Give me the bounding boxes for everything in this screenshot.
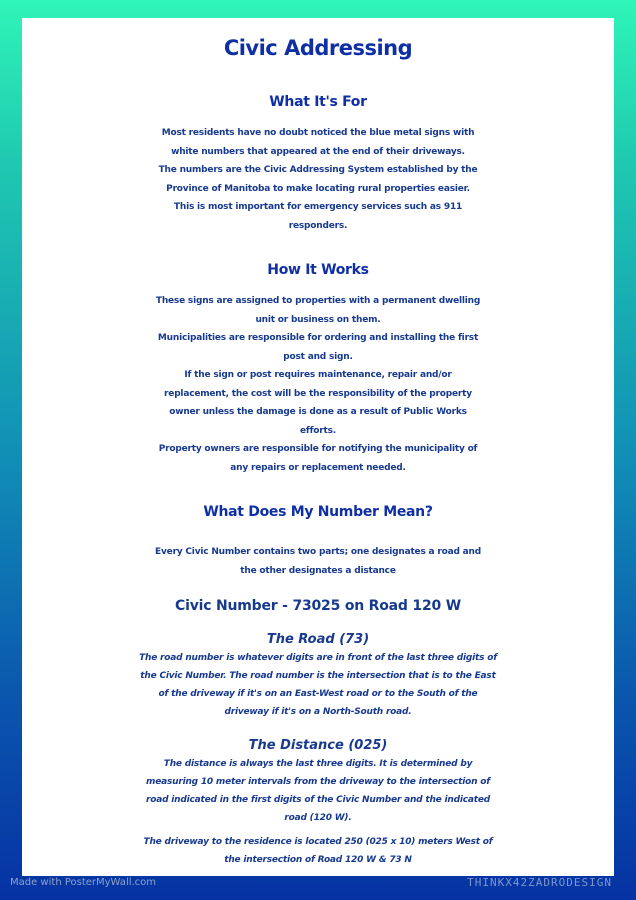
text-line: Most residents have no doubt noticed the blue metal signs with bbox=[161, 128, 475, 138]
text-line: The numbers are the Civic Addressing System established by the bbox=[158, 165, 478, 175]
how-it-works-paragraph bbox=[22, 292, 614, 477]
text-line: unit or business on them. bbox=[255, 314, 381, 325]
what-its-for-paragraph bbox=[22, 124, 614, 235]
intro-paragraph bbox=[22, 543, 614, 580]
road-paragraph bbox=[22, 649, 614, 721]
conclusion-paragraph bbox=[22, 833, 614, 869]
heading-how-it-works: How It Works bbox=[267, 262, 369, 278]
heading-what-its-for: What It's For bbox=[269, 94, 367, 110]
text-line: replacement, the cost will be the responsibility of the property bbox=[164, 388, 472, 399]
text-line: Every Civic Number contains two parts; one designates a road and bbox=[155, 547, 481, 557]
text-line: the other designates a distance bbox=[240, 565, 396, 576]
text-line: Province of Manitoba to make locating rural properties easier. bbox=[166, 183, 470, 194]
text-line: These signs are assigned to properties with a permanent dwelling bbox=[155, 296, 481, 306]
heading-what-does-my-number-mean: What Does My Number Mean? bbox=[203, 504, 433, 520]
text-line: road (120 W). bbox=[284, 813, 352, 823]
text-line: The distance is always the last three digits. It is determined by bbox=[163, 759, 473, 769]
poster-card bbox=[22, 18, 614, 876]
made-with-watermark[interactable]: Made with PosterMyWall.com bbox=[10, 877, 157, 888]
road-subheading: The Road (73) bbox=[266, 632, 370, 647]
text-line: the Civic Number. The road number is the intersection that is to the East bbox=[140, 671, 496, 681]
text-line: Property owners are responsible for notifying the municipality of bbox=[158, 444, 478, 454]
text-line: owner unless the damage is done as a result of Public Works bbox=[169, 407, 467, 417]
text-line: efforts. bbox=[299, 425, 337, 436]
distance-subheading: The Distance (025) bbox=[248, 738, 388, 753]
distance-paragraph bbox=[22, 755, 614, 827]
text-line: the intersection of Road 120 W & 73 N bbox=[224, 855, 412, 865]
text-line: post and sign. bbox=[283, 351, 353, 362]
text-line: any repairs or replacement needed. bbox=[230, 462, 406, 473]
text-line: Municipalities are responsible for ordering and installing the first bbox=[157, 333, 479, 343]
text-line: road indicated in the first digits of the Civic Number and the indicated bbox=[146, 795, 490, 805]
text-line: responders. bbox=[288, 220, 348, 231]
text-line: white numbers that appeared at the end of their driveways. bbox=[171, 146, 465, 157]
text-line: measuring 10 meter intervals from the driveway to the intersection of bbox=[146, 777, 490, 787]
page-title: Civic Addressing bbox=[223, 36, 413, 60]
civic-number-example: Civic Number - 73025 on Road 120 W bbox=[175, 598, 461, 614]
text-line: The road number is whatever digits are in front of the last three digits of bbox=[139, 653, 497, 663]
text-line: The driveway to the residence is located 250 (025 x 10) meters West of bbox=[143, 837, 493, 847]
text-line: driveway if it's on a North-South road. bbox=[224, 707, 412, 717]
text-line: If the sign or post requires maintenance, repair and/or bbox=[184, 370, 452, 380]
designer-credit: THINKX42ZADRODESIGN bbox=[467, 876, 612, 889]
text-line: This is most important for emergency services such as 911 bbox=[173, 202, 463, 212]
text-line: of the driveway if it's on an East-West road or to the South of the bbox=[158, 689, 478, 699]
